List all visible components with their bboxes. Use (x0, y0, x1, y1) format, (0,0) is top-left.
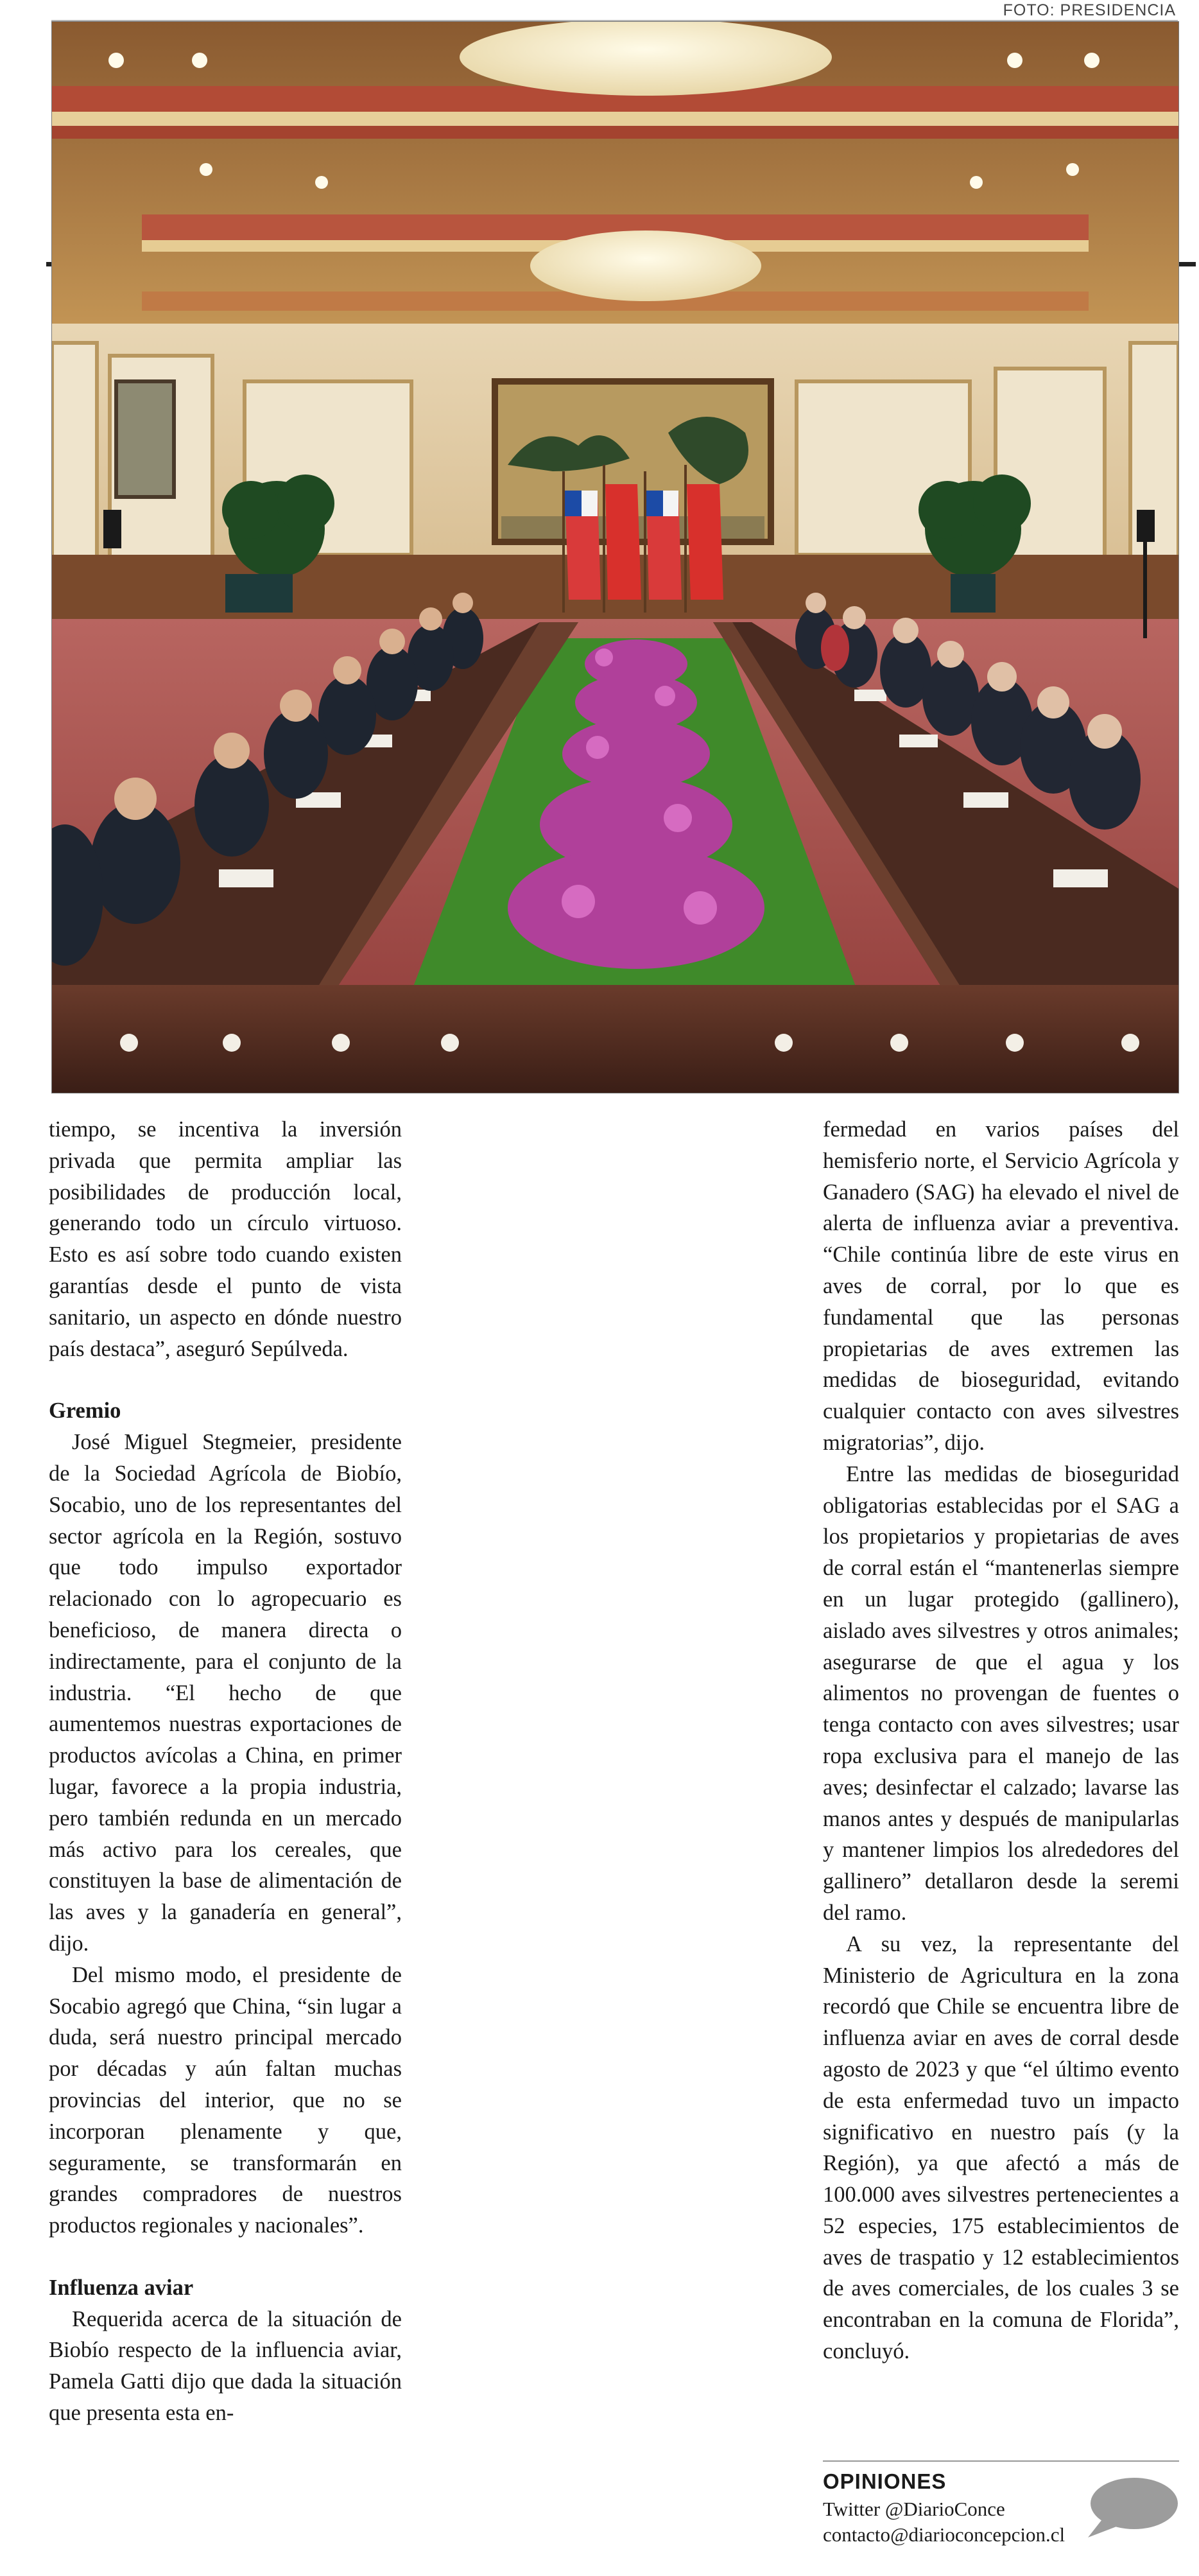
right-edge-mark (1177, 262, 1196, 266)
paragraph-right-3: A su vez, la representante del Ministerio de Agricultura en la zona recordó que Chile se encuentra libre de influenza aviar en aves de corral desde agosto de 2023 y que “el último evento de esta enfermedad tuvo un impacto significativo en nuestro país (y la Región), ya que afectó a más de 100.000 aves silvestres pertenecientes a 52 especies, 175 establecimientos de aves de traspatio y 12 establecimientos de aves comerciales, de los cuales 3 se encontraban en la comuna de Florida”, concluyó. (823, 1931, 1179, 2364)
paragraph-continuation: tiempo, se incentiva la inversión privada que permita ampliar las posibilidades de producción local, generando todo un círculo virtuoso. Esto es así sobre todo cuando existen garantías desde el punto de vista sanitario, un aspecto en dónde nuestro país destaca”, aseguró Sepúlveda. (49, 1117, 402, 1361)
photo-credit: FOTO: PRESIDENCIA (1003, 1, 1176, 19)
paragraph-gremio-2: Del mismo modo, el presidente de Socabio agregó que China, “sin lugar a duda, será nuestro principal mercado por décadas y aún faltan muchas provincias del interior, que no se incorporan plenamente y que, seguramente, se transformarán en grandes compradores de nuestros productos regionales y nacionales”. (49, 1962, 402, 2238)
speech-bubble-icon (1083, 2475, 1179, 2542)
paragraph-right-1: fermedad en varios países del hemisferio norte, el Servicio Agrícola y Ganadero (SAG) ha elevado el nivel de alerta de influenza aviar a preventiva. “Chile continúa libre de este virus en aves de corral, por lo que es fundamental que las personas propietarias de aves extremen las medidas de bioseguridad, evitando cualquier contacto con aves silvestres migratorias”, dijo. (823, 1117, 1179, 1455)
subheading-influenza-aviar: Influenza aviar (49, 2275, 194, 2300)
paragraph-gremio-1: José Miguel Stegmeier, presidente de la Sociedad Agrícola de Biobío, Socabio, uno de los representantes del sector agrícola en la Región, sostuvo que todo impulso exportador relacionado con lo agropecuario es beneficioso, de manera directa o indirectamente, para el conjunto de la industria. “El hecho de que aumentemos nuestras exportaciones de productos avícolas a China, en primer lugar, favorece a la propia industria, pero también redunda en un mercado más activo para los cereales, que constituyen la base de alimentación de las aves y la ganadería en general”, dijo. (49, 1430, 402, 1956)
article-column-left (49, 1114, 402, 2429)
opinions-box (823, 2460, 1179, 2557)
paragraph-influenza-1: Requerida acerca de la situación de Biobío respecto de la influencia aviar, Pamela Gatti dijo que dada la situación que presenta esta en- (49, 2306, 402, 2426)
opinions-rule (823, 2460, 1179, 2462)
article-column-right (823, 1114, 1179, 2367)
opinions-title: OPINIONES (823, 2469, 947, 2493)
twitter-handle[interactable]: Twitter @DiarioConce (823, 2498, 1005, 2520)
paragraph-right-2: Entre las medidas de bioseguridad obligatorias establecidas por el SAG a los propietarios y propietarias de aves de corral están el “mantenerlas siempre en un lugar protegido (gallinero), aislado aves silvestres y otros animales; asegurarse de que el agua y los alimentos no provengan de fuentes o tenga contacto con aves silvestres; usar ropa exclusiva para el manejo de las aves; desinfectar el calzado; lavarse las manos antes y después de manipularlas y mantener limpios los alrededores del gallinero” detallaron desde la seremi del ramo. (823, 1461, 1179, 1925)
subheading-gremio: Gremio (49, 1398, 121, 1423)
contact-email[interactable]: contacto@diarioconcepcion.cl (823, 2523, 1065, 2546)
meeting-room-photo (51, 21, 1179, 1093)
